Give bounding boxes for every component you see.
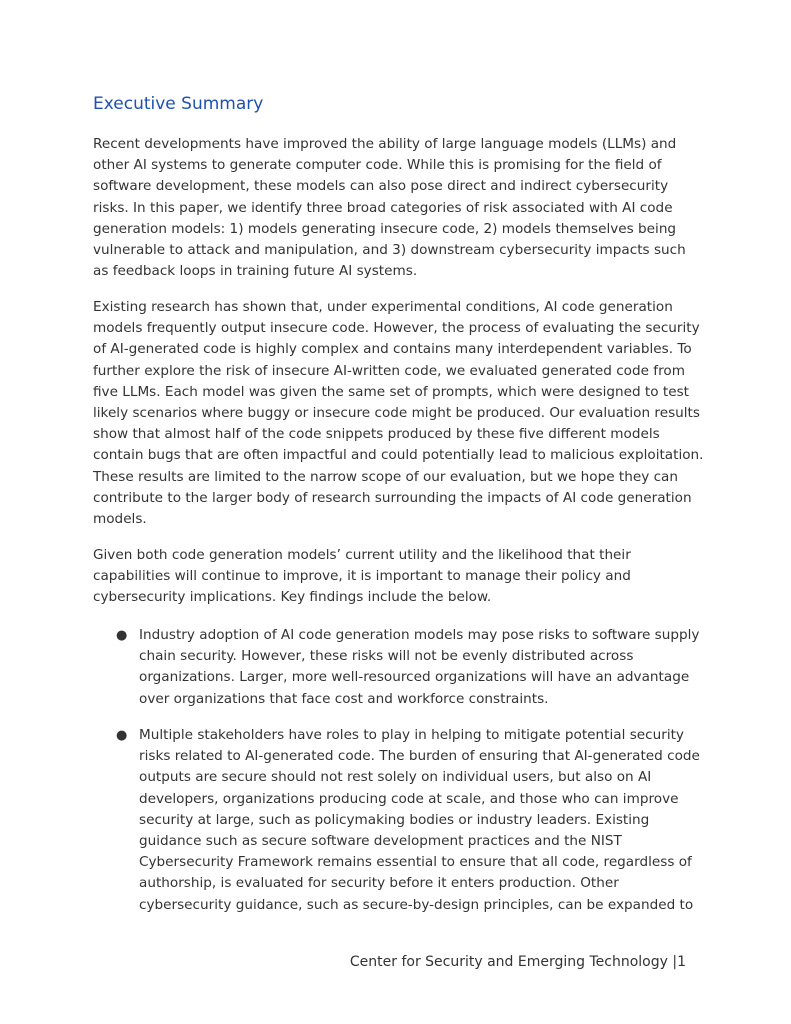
bullet-text: Multiple stakeholders have roles to play in helping to mitigate potential security risks related to AI-generated code. The burden of ensuring that AI-generated code outputs are secure should not rest solely on individual users, but also on AI developers, organizations producing code at scale, and those who can improve security at large, such as policymaking bodies or industry leaders. Existing guidance such as secure software development practices and the NIST Cybersecurity Framework remains essential to ensure that all code, regardless of authorship, is evaluated for security before it enters production. Other cybersecurity guidance, such as secure-by-design principles, can be expanded to <box>139 727 700 913</box>
footer-separator: | <box>672 954 678 970</box>
list-item <box>93 725 705 916</box>
paragraph-key-findings: Given both code generation models’ current utility and the likelihood that their capabilities will continue to improve, it is important to manage their policy and cybersecurity implications. Key findings include the below. <box>93 547 631 606</box>
page-footer <box>350 952 686 972</box>
list-item <box>93 625 705 710</box>
paragraph-research: Existing research has shown that, under experimental conditions, AI code generation models frequently output insecure code. However, the process of evaluating the security of AI-generated code is highly complex and contains many interdependent variables. To further explore the risk of insecure AI-written code, we evaluated generated code from five LLMs. Each model was given the same set of prompts, which were designed to test likely scenarios where buggy or insecure code might be produced. Our evaluation results show that almost half of the code snippets produced by these five different models contain bugs that are often impactful and could potentially lead to malicious exploitation. These results are limited to the narrow scope of our evaluation, but we hope they can contribute to the larger body of research surrounding the impacts of AI code generation models. <box>93 299 704 528</box>
bullet-text: Industry adoption of AI code generation models may pose risks to software supply chain security. However, these risks will not be evenly distributed across organizations. Larger, more well-resourced organizations will have an advantage over organizations that face cost and workforce constraints. <box>139 627 700 707</box>
page-number: 1 <box>677 954 686 970</box>
section-heading: Executive Summary <box>93 94 264 114</box>
paragraph-intro: Recent developments have improved the ability of large language models (LLMs) and other AI systems to generate computer code. While this is promising for the field of software development, these models can also pose direct and indirect cybersecurity risks. In this paper, we identify three broad categories of risk associated with AI code generation models: 1) models generating insecure code, 2) models themselves being vulnerable to attack and manipulation, and 3) downstream cybersecurity impacts such as feedback loops in training future AI systems. <box>93 136 686 280</box>
footer-org: Center for Security and Emerging Technology <box>349 954 668 970</box>
bullet-icon: ● <box>116 628 128 643</box>
findings-list-item-2 <box>93 725 705 916</box>
findings-list-item-1 <box>93 625 705 710</box>
bullet-icon: ● <box>116 728 128 743</box>
